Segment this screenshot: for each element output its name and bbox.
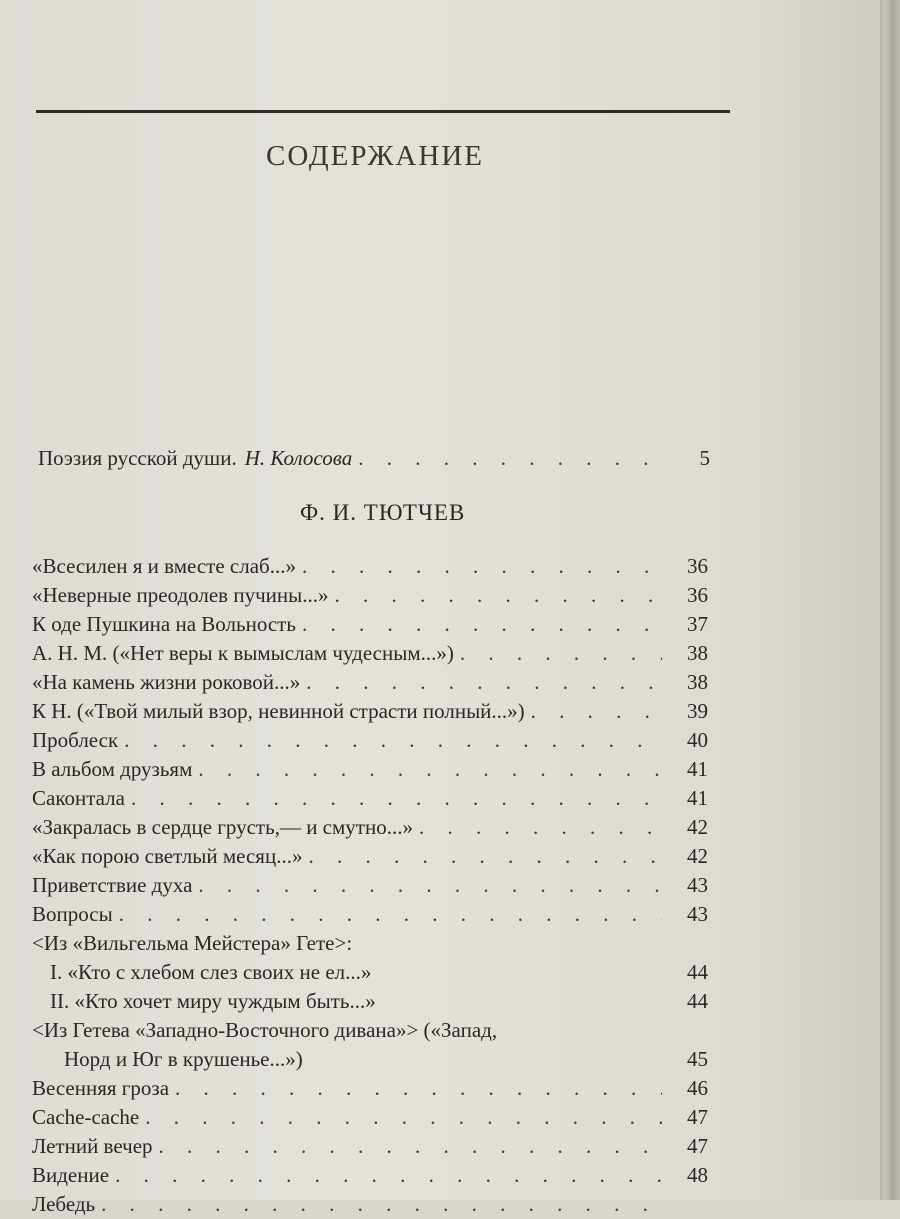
- dot-leader: [101, 1190, 662, 1219]
- toc-item: <Из Гетева «Западно-Восточного дивана»> («Запад,: [32, 1018, 498, 1042]
- dot-leader: [198, 871, 662, 900]
- toc-item: «Всесилен я и вместе слаб...» . . . 36: [32, 552, 708, 581]
- toc-item-continuation: Норд и Юг в крушенье...») 45: [64, 1047, 708, 1071]
- toc-item: II. «Кто хочет миру чуждым быть...» 44: [50, 989, 708, 1013]
- dot-leader: [119, 900, 662, 929]
- intro-entry: [38, 446, 710, 471]
- toc-item: К Н. («Твой милый взор, невинной страсти полный...») . . . 39: [32, 697, 708, 726]
- toc-item: I. «Кто с хлебом слез своих не ел...» 44: [50, 960, 708, 984]
- toc-item: Видение . . . 48: [32, 1161, 708, 1190]
- dot-leader: [302, 552, 662, 581]
- toc-item: «Неверные преодолев пучины...» . . . 36: [32, 581, 708, 610]
- dot-leader: [531, 697, 662, 726]
- dot-leader: [198, 755, 662, 784]
- toc-item: Весенняя гроза . . . 46: [32, 1074, 708, 1103]
- toc-item: «На камень жизни роковой...» . . . 38: [32, 668, 708, 697]
- dot-leader: [308, 842, 662, 871]
- toc-item: «Закралась в сердце грусть,— и смутно...» . . . 42: [32, 813, 708, 842]
- page-heading: СОДЕРЖАНИЕ: [266, 140, 484, 172]
- toc-item: В альбом друзьям . . . 41: [32, 755, 708, 784]
- dot-leader: [358, 446, 664, 471]
- toc-item: «Как порою светлый месяц...» . . . 42: [32, 842, 708, 871]
- dot-leader: [175, 1074, 662, 1103]
- toc-item: Приветствие духа . . . 43: [32, 871, 708, 900]
- toc-item: Вопросы . . . 43: [32, 900, 708, 929]
- toc-item: Саконтала . . . 41: [32, 784, 708, 813]
- toc-item: Cache-cache . . . 47: [32, 1103, 708, 1132]
- intro-page: 5: [699, 446, 710, 470]
- top-rule: [36, 110, 730, 113]
- page-edge: [880, 0, 900, 1200]
- toc-group-heading: <Из «Вильгельма Мейстера» Гете>:: [32, 931, 353, 955]
- toc-item: А. Н. М. («Нет веры к вымыслам чудесным...») . . . 38: [32, 639, 708, 668]
- dot-leader: [302, 610, 662, 639]
- dot-leader: [115, 1161, 662, 1190]
- toc-item: Летний вечер . . . 47: [32, 1132, 708, 1161]
- dot-leader: [124, 726, 662, 755]
- toc-item: Лебедь . . .: [32, 1190, 708, 1219]
- section-title: Ф. И. ТЮТЧЕВ: [300, 500, 466, 525]
- dot-leader: [145, 1103, 662, 1132]
- toc-item: К оде Пушкина на Вольность . . . 37: [32, 610, 708, 639]
- dot-leader: [159, 1132, 662, 1161]
- toc-list: [32, 552, 708, 1219]
- dot-leader: [306, 668, 662, 697]
- dot-leader: [131, 784, 662, 813]
- toc-item: Проблеск . . . 40: [32, 726, 708, 755]
- dot-leader: [419, 813, 662, 842]
- intro-title: Поэзия русской души.: [38, 446, 237, 470]
- dot-leader: [334, 581, 662, 610]
- intro-author: Н. Колосова: [244, 446, 353, 470]
- dot-leader: [460, 639, 662, 668]
